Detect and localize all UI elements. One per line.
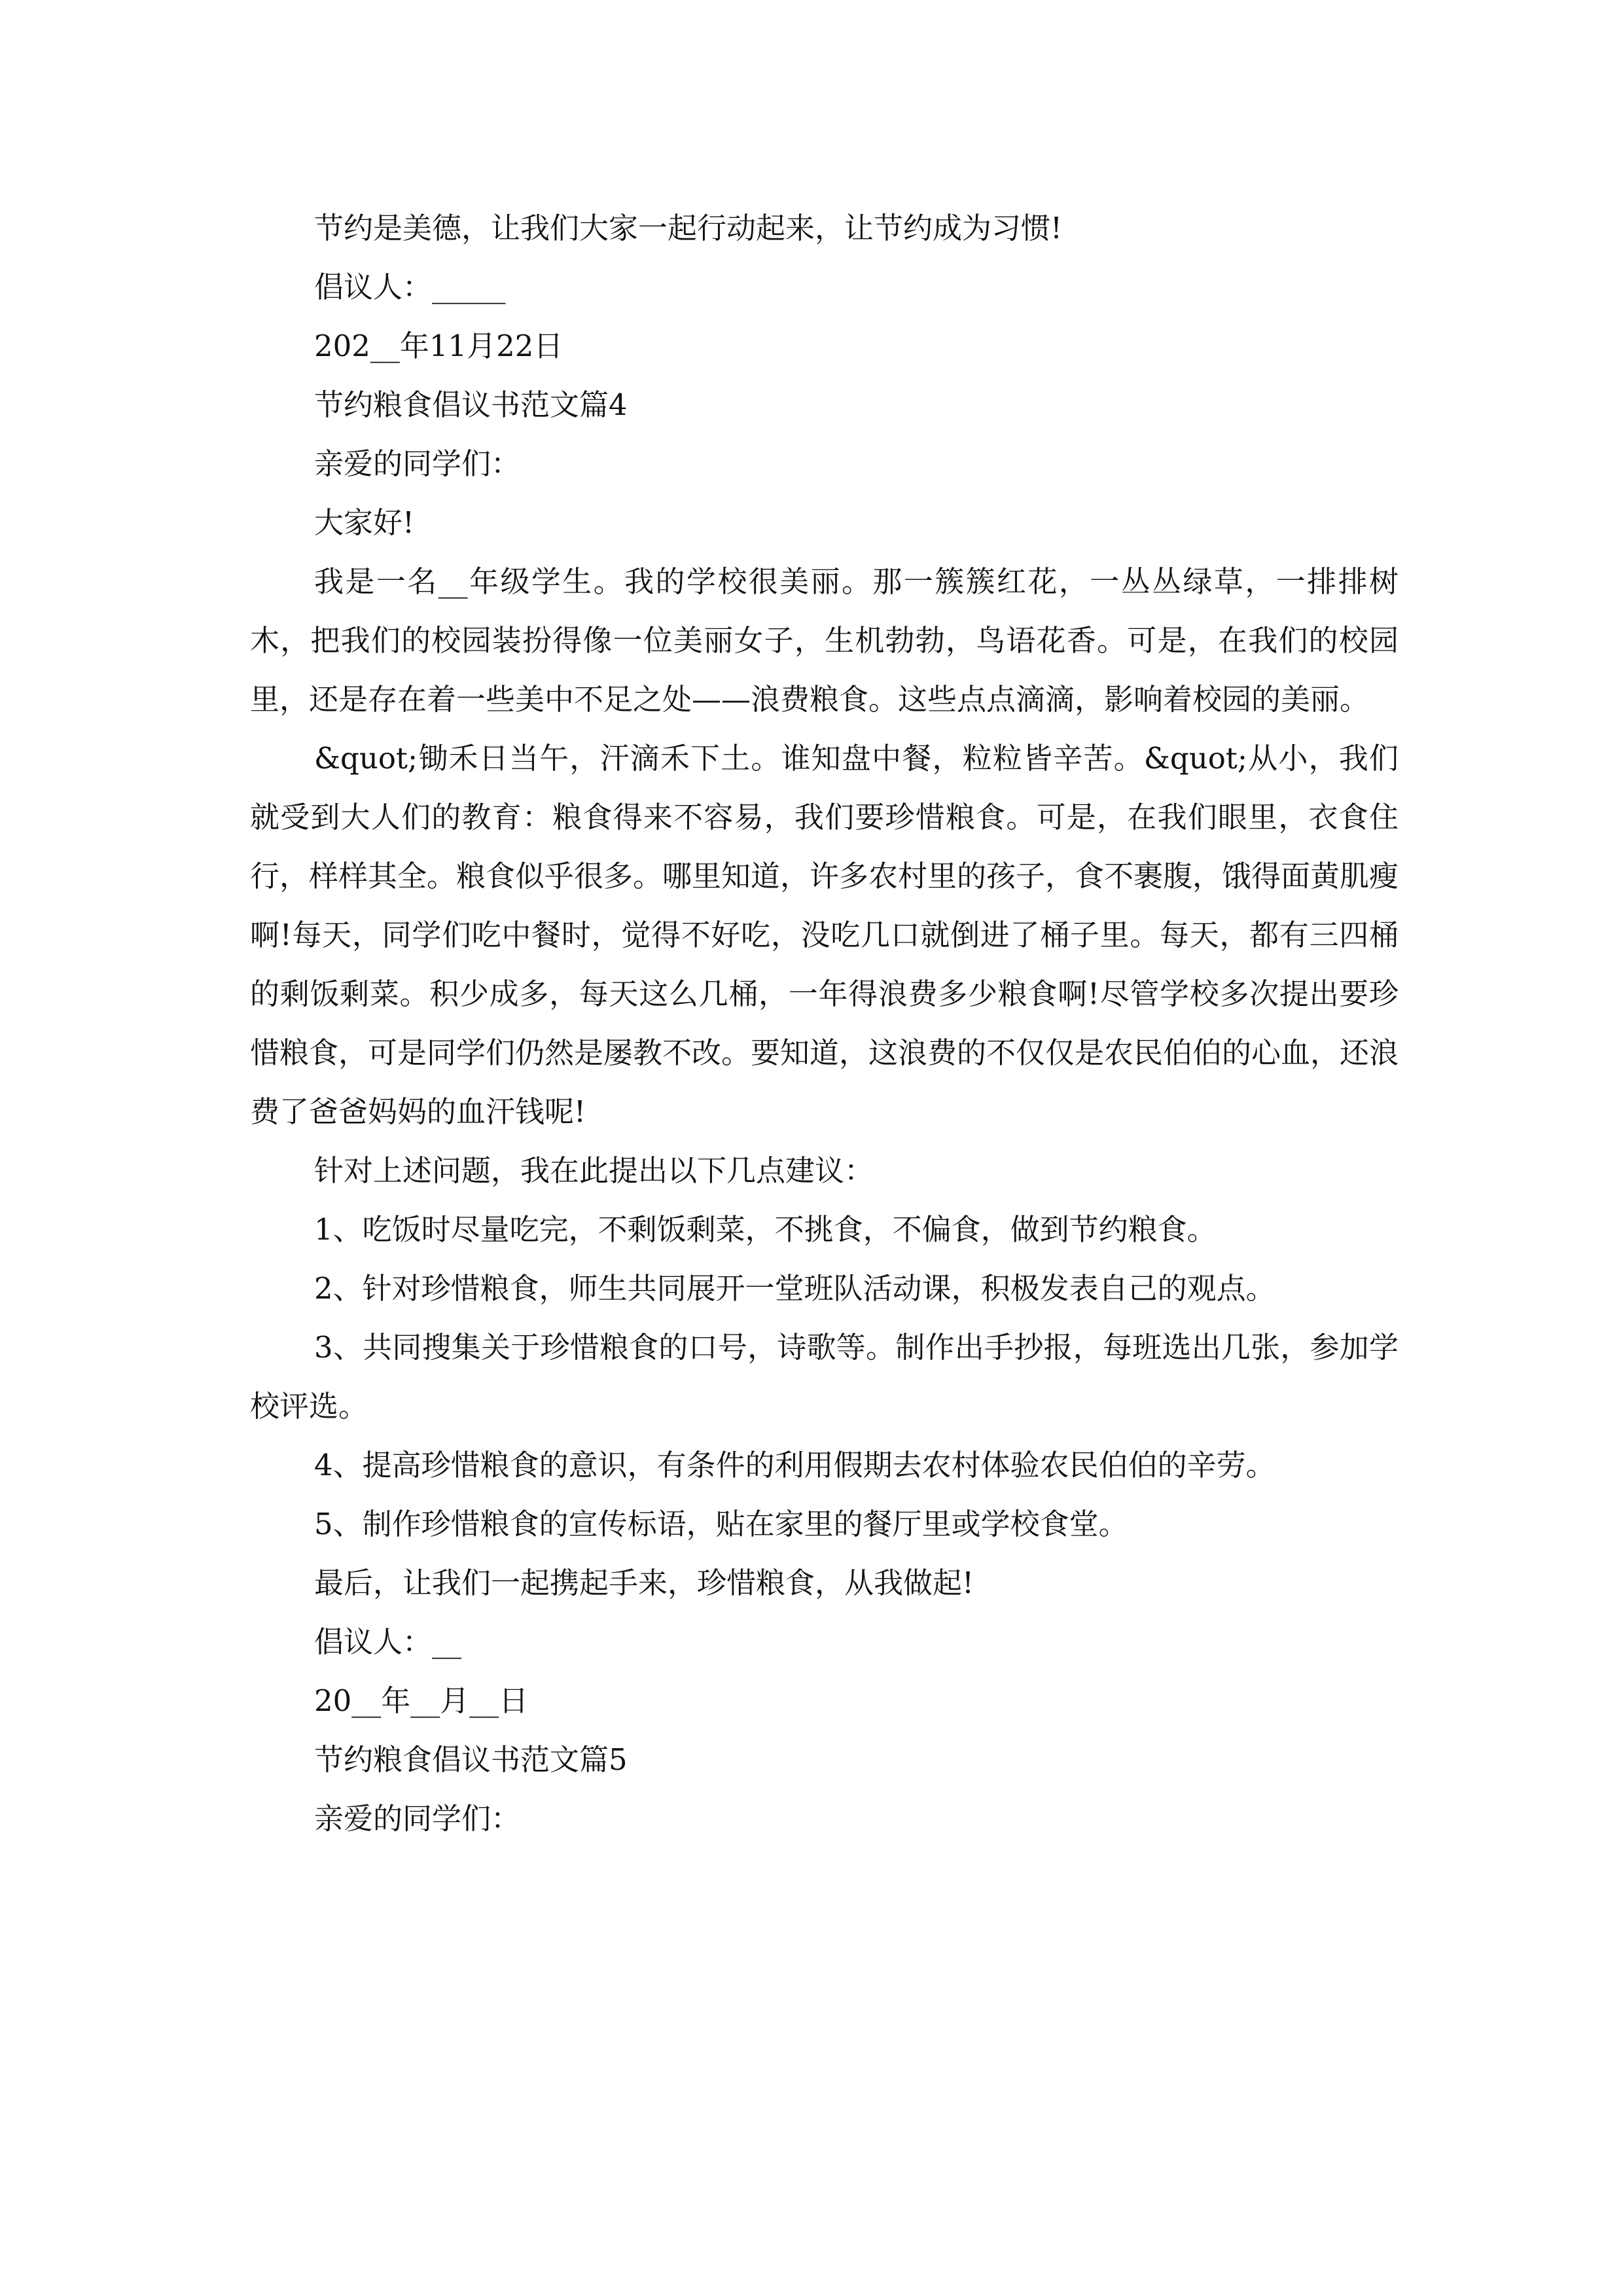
body-paragraph: &quot;锄禾日当午，汗滴禾下土。谁知盘中餐，粒粒皆辛苦。&quot;从小，我们就受到大人们的教育：粮食得来不容易，我们要珍惜粮食。可是，在我们眼里，衣食住行，样样其全。粮食似乎很多。哪里知道，许多农村里的孩子，食不裹腹，饿得面黄肌瘦啊!每天，同学们吃中餐时，觉得不好吃，没吃几口就倒进了桶子里。每天，都有三四桶的剩饭剩菜。积少成多，每天这么几桶，一年得浪费多少粮食啊!尽管学校多次提出要珍惜粮食，可是同学们仍然是屡教不改。要知道，这浪费的不仅仅是农民伯伯的心血，还浪费了爸爸妈妈的血汗钱呢! <box>250 741 1399 1129</box>
body-paragraph: 我是一名__年级学生。我的学校很美丽。那一簇簇红花，一丛丛绿草，一排排树木，把我们的校园装扮得像一位美丽女子，生机勃勃，鸟语花香。可是，在我们的校园里，还是存在着一些美中不足之处——浪费粮食。这些点点滴滴，影响着校园的美丽。 <box>250 564 1399 717</box>
closing-sentence: 节约是美德，让我们大家一起行动起来，让节约成为习惯! <box>314 211 1063 245</box>
document-body <box>250 199 1399 1848</box>
suggestion-item: 5、制作珍惜粮食的宣传标语，贴在家里的餐厅里或学校食堂。 <box>314 1507 1128 1541</box>
suggestion-item: 4、提高珍惜粮食的意识，有条件的利用假期去农村体验农民伯伯的辛劳。 <box>314 1448 1275 1482</box>
salutation: 亲爱的同学们： <box>314 446 521 481</box>
body-paragraph: 针对上述问题，我在此提出以下几点建议： <box>314 1153 874 1188</box>
suggestion-item: 1、吃饭时尽量吃完，不剩饭剩菜，不挑食，不偏食，做到节约粮食。 <box>314 1212 1217 1247</box>
salutation: 亲爱的同学们： <box>314 1801 521 1836</box>
section-title: 节约粮食倡议书范文篇5 <box>314 1742 628 1777</box>
suggestion-item: 3、共同搜集关于珍惜粮食的口号，诗歌等。制作出手抄报，每班选出几张，参加学校评选。 <box>250 1330 1399 1424</box>
date-line: 20__年__月__日 <box>314 1683 529 1718</box>
suggestion-item: 2、针对珍惜粮食，师生共同展开一堂班队活动课，积极发表自己的观点。 <box>314 1271 1275 1306</box>
date-line: 202__年11月22日 <box>314 329 563 363</box>
greeting: 大家好! <box>314 505 415 540</box>
closing-sentence: 最后，让我们一起携起手来，珍惜粮食，从我做起! <box>314 1566 974 1600</box>
section-title: 节约粮食倡议书范文篇4 <box>314 387 628 422</box>
signature-line: 倡议人：__ <box>314 1624 462 1659</box>
signature-line: 倡议人：_____ <box>314 270 506 304</box>
